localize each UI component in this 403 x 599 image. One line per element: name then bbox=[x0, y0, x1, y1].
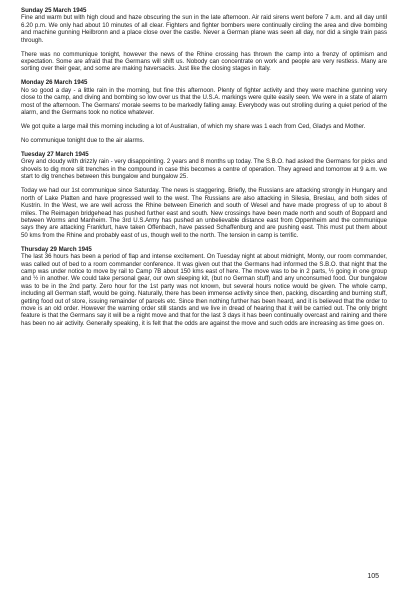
entry-paragraph: No so good a day - a little rain in the morning, but fine this afternoon. Plenty of fighter activity and they were machine gunning very close to the camp, and diving and bombing so low over us that the U.S.A. markings were quite easily seen. We were in a state of alarm most of the afternoon. The Germans' morale seems to be markedly falling away. Everybody was out strolling during a quiet period of the alarm, and the Germans took no notice whatever. bbox=[21, 86, 387, 117]
entry-paragraph: No communique tonight due to the air alarms. bbox=[21, 137, 145, 145]
entry-paragraph: Grey and cloudy with drizzly rain - very disappointing. 2 years and 8 months up today. The S.B.O. had asked the Germans for picks and shovels to dig more slit trenches in the compound in case this becomes a centre of operation. They agreed and tomorrow at 9 a.m. we start to dig trenches between this bungalow and bungalow 25. bbox=[21, 158, 387, 181]
diary-entry bbox=[21, 79, 387, 144]
diary-entry bbox=[21, 246, 387, 327]
entry-paragraph: The last 36 hours has been a period of flap and intense excitement. On Tuesday night at about midnight, Monty, our room commander, was called out of bed to a room commander conference. It was given out that the Germans had informed the S.B.O. that night that the camp was under notice to move by rail to Camp 7B about 150 kms east of here. The move was to be in 2 parts, ½ going in one group and ½ in another. We could take personal gear, our own sleeping kit, (but no German stuff) and any unconsumed food. Our bungalow was to be in the 2nd party. Zero hour for the 1st party was not known, but several hours notice would be given. The whole camp, including all German staff, would be going. Naturally, there has been immense activity since then, packing, discarding and burning stuff, getting food out of store, issuing remainder of parcels etc. Since then nothing further has been heard, and it is believed that the order to move is an old order. However the warning order still stands and we live in dread of hearing that it will be carried out. The only bright feature is that the Germans say it will be a night move and that for the last 3 days it has been continually overcast and raining and there has been no air activity. Generally speaking, it is felt that the odds are against the move and such odds are increasing as time goes on. bbox=[21, 253, 387, 327]
diary-entry bbox=[21, 151, 387, 239]
entry-date: Tuesday 27 March 1945 bbox=[21, 151, 89, 159]
page-number: 105 bbox=[367, 573, 379, 580]
entry-date: Thursday 29 March 1945 bbox=[21, 245, 92, 253]
entry-date: Sunday 25 March 1945 bbox=[21, 7, 87, 14]
entry-paragraph: We got quite a large mail this morning including a lot of Australian, of which my share was 1 each from Ced, Gladys and Mother. bbox=[21, 123, 366, 131]
entry-paragraph: Today we had our 1st communique since Saturday. The news is staggering. Briefly, the Russians are attacking strongly in Hungary and north of Lake Platten and have progressed well to the west. The Russians are also attacking in Silesia, Breslau, and both sides of Kustrin. In the West, we are well across the Rhine between Einerich and south of Wesel and have made progress of up to about 8 miles. The Reimagen bridgehead has pushed further east and south. New crossings have been made north and south of Boppard and between Worms and Manheim. The 3rd U.S.Army has pushed an unbelievable distance east from Oppenheim and the communique says they are attacking Frankfurt, have taken Offenbach, have passed Schaffenburg and are pushing east. This must put them about 50 kms from the Rhine and probably east of us, though well to the north. The tension in camp is terrific. bbox=[21, 187, 387, 239]
entry-date: Monday 26 March 1945 bbox=[21, 79, 88, 87]
diary-entry bbox=[21, 7, 387, 73]
entry-paragraph: There was no communique tonight, however the news of the Rhine crossing has thrown the camp into a frenzy of optimism and expectation. Some are afraid that the Germans will shift us. Nobody can concentrate on work and people are very restless. Many are sorting over their gear, and some are making haversacks. Just like the closing stages in Italy. bbox=[21, 50, 387, 73]
entry-paragraph: Fine and warm but with high cloud and haze obscuring the sun in the late afternoon. Air raid sirens went before 7 a.m. and all day until 6.20 p.m. We only had about 10 minutes of all clear. Fighters and fighter bombers were continually circling the area and dive bombing and machine gunning Heilbronn and a place close over the castle. Never a German plane was seen all day, nor did a single train pass through. bbox=[21, 14, 387, 44]
